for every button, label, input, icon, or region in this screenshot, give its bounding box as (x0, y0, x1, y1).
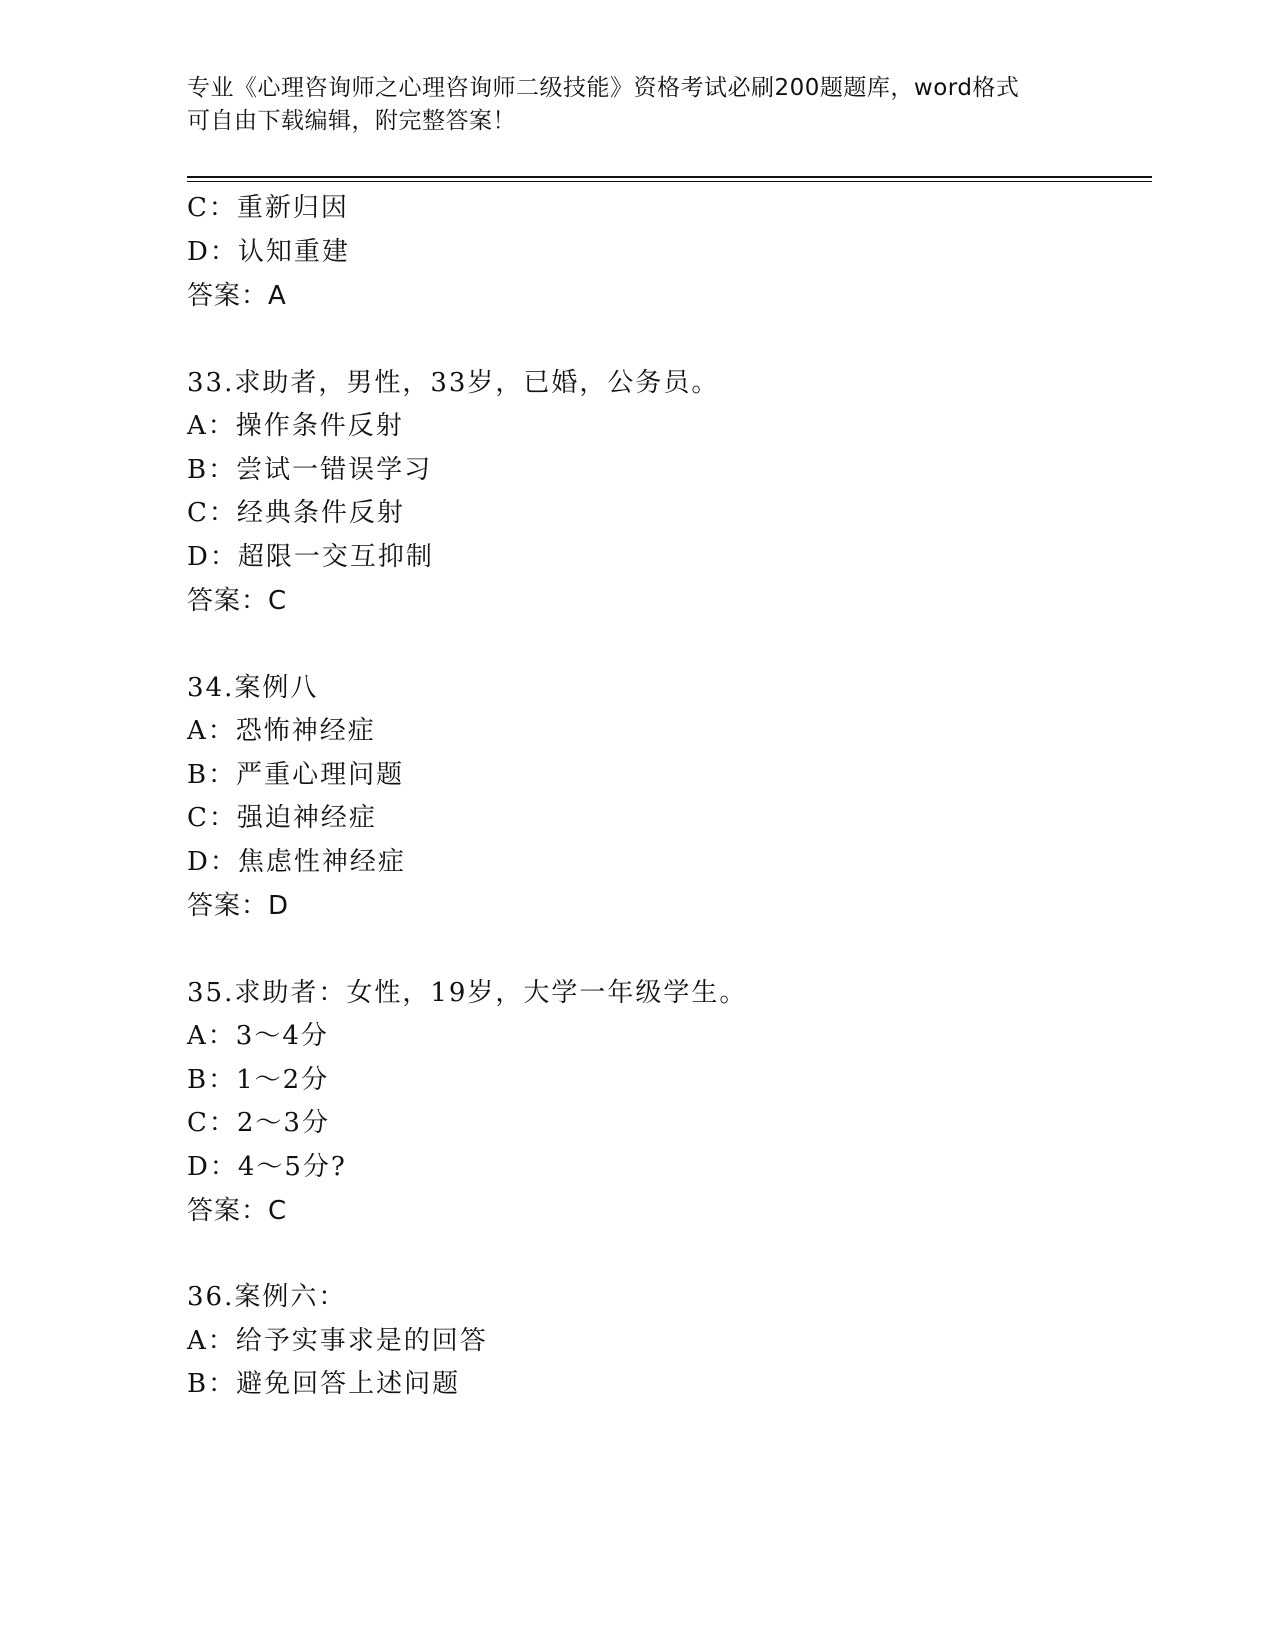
option-b: B：1～2分 (187, 1065, 330, 1095)
option-b: B：严重心理问题 (187, 760, 405, 790)
option-a: A：给予实事求是的回答 (187, 1326, 488, 1356)
answer: 答案：A (187, 281, 287, 311)
option-c: C：经典条件反射 (187, 498, 405, 528)
option-d: D：认知重建 (187, 237, 350, 267)
option-d: D：超限一交互抑制 (187, 542, 434, 572)
option-c: C：重新归因 (187, 193, 349, 223)
question-33: 33.求助者，男性，33岁，已婚，公务员。 (187, 368, 720, 398)
option-c: C：2～3分 (187, 1108, 330, 1138)
option-b: B：尝试一错误学习 (187, 455, 433, 485)
header-line-2: 可自由下载编辑，附完整答案！ (187, 108, 516, 134)
option-a: A：恐怖神经症 (187, 716, 376, 746)
question-35: 35.求助者：女性，19岁，大学一年级学生。 (187, 978, 748, 1008)
header-divider-thin (187, 181, 1152, 182)
answer: 答案：C (187, 586, 288, 616)
question-36: 36.案例六： (187, 1282, 347, 1312)
option-d: D：焦虑性神经症 (187, 847, 406, 877)
option-d: D：4～5分? (187, 1152, 347, 1182)
answer: 答案：C (187, 1196, 288, 1226)
answer: 答案：D (187, 891, 290, 921)
question-34: 34.案例八 (187, 673, 319, 703)
header-divider-thick (187, 176, 1152, 178)
document-header (187, 72, 1087, 138)
header-line-1: 专业《心理咨询师之心理咨询师二级技能》资格考试必刷200题题库，word格式 (187, 75, 1020, 101)
option-a: A：3～4分 (187, 1021, 329, 1051)
option-a: A：操作条件反射 (187, 411, 404, 441)
option-b: B：避免回答上述问题 (187, 1369, 461, 1399)
option-c: C：强迫神经症 (187, 803, 377, 833)
